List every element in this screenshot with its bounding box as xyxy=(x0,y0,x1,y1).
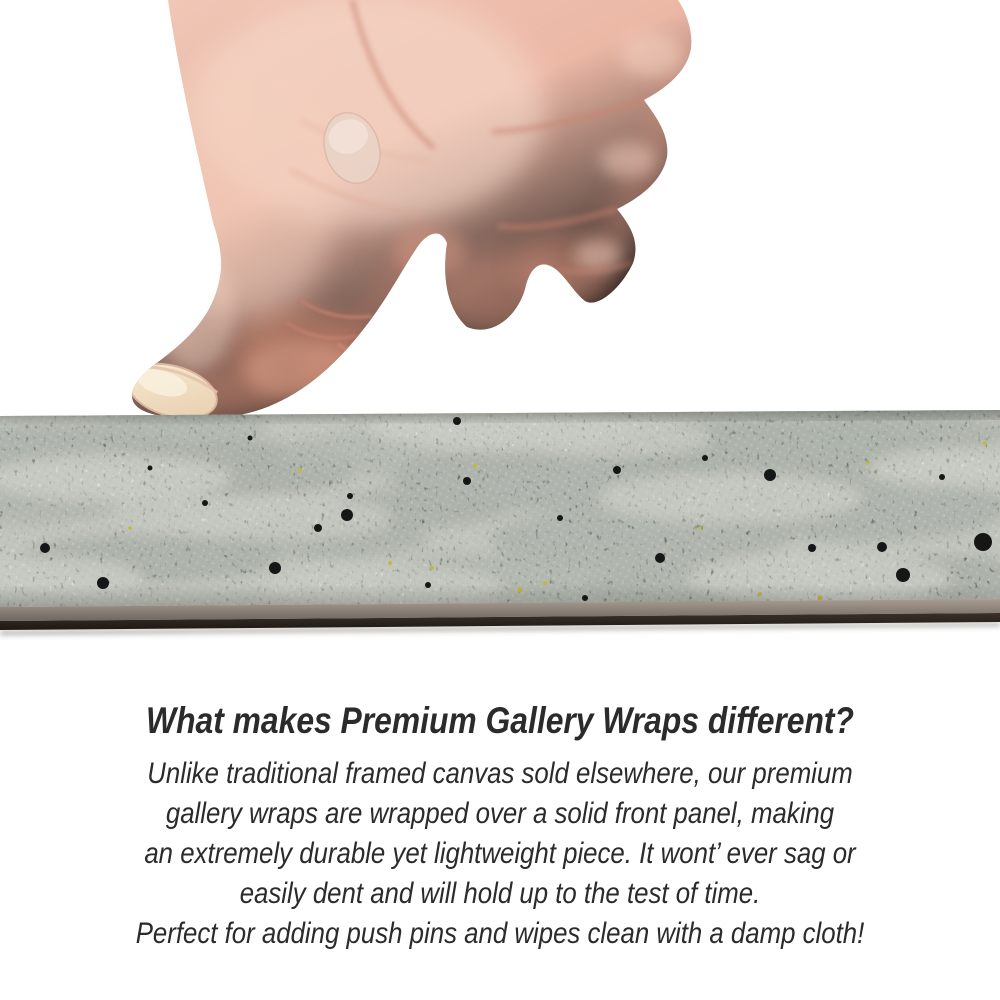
hand-photo xyxy=(0,0,1000,420)
headline: What makes Premium Gallery Wraps different? xyxy=(146,700,854,741)
canvas-strip-illustration xyxy=(0,408,1000,640)
body-line-2: gallery wraps are wrapped over a solid front panel, making xyxy=(165,797,835,830)
hand-illustration xyxy=(0,0,1000,420)
body-line-4: easily dent and will hold up to the test of time. xyxy=(239,877,761,910)
body-line-3: an extremely durable yet lightweight piece. It wont’ ever sag or xyxy=(144,837,856,870)
body-line-5: Perfect for adding push pins and wipes clean with a damp cloth! xyxy=(135,917,865,950)
body-line-1: Unlike traditional framed canvas sold elsewhere, our premium xyxy=(147,757,853,790)
marketing-copy xyxy=(70,700,930,954)
canvas-strip-photo xyxy=(0,408,1000,640)
canvas-texture xyxy=(0,408,1000,610)
